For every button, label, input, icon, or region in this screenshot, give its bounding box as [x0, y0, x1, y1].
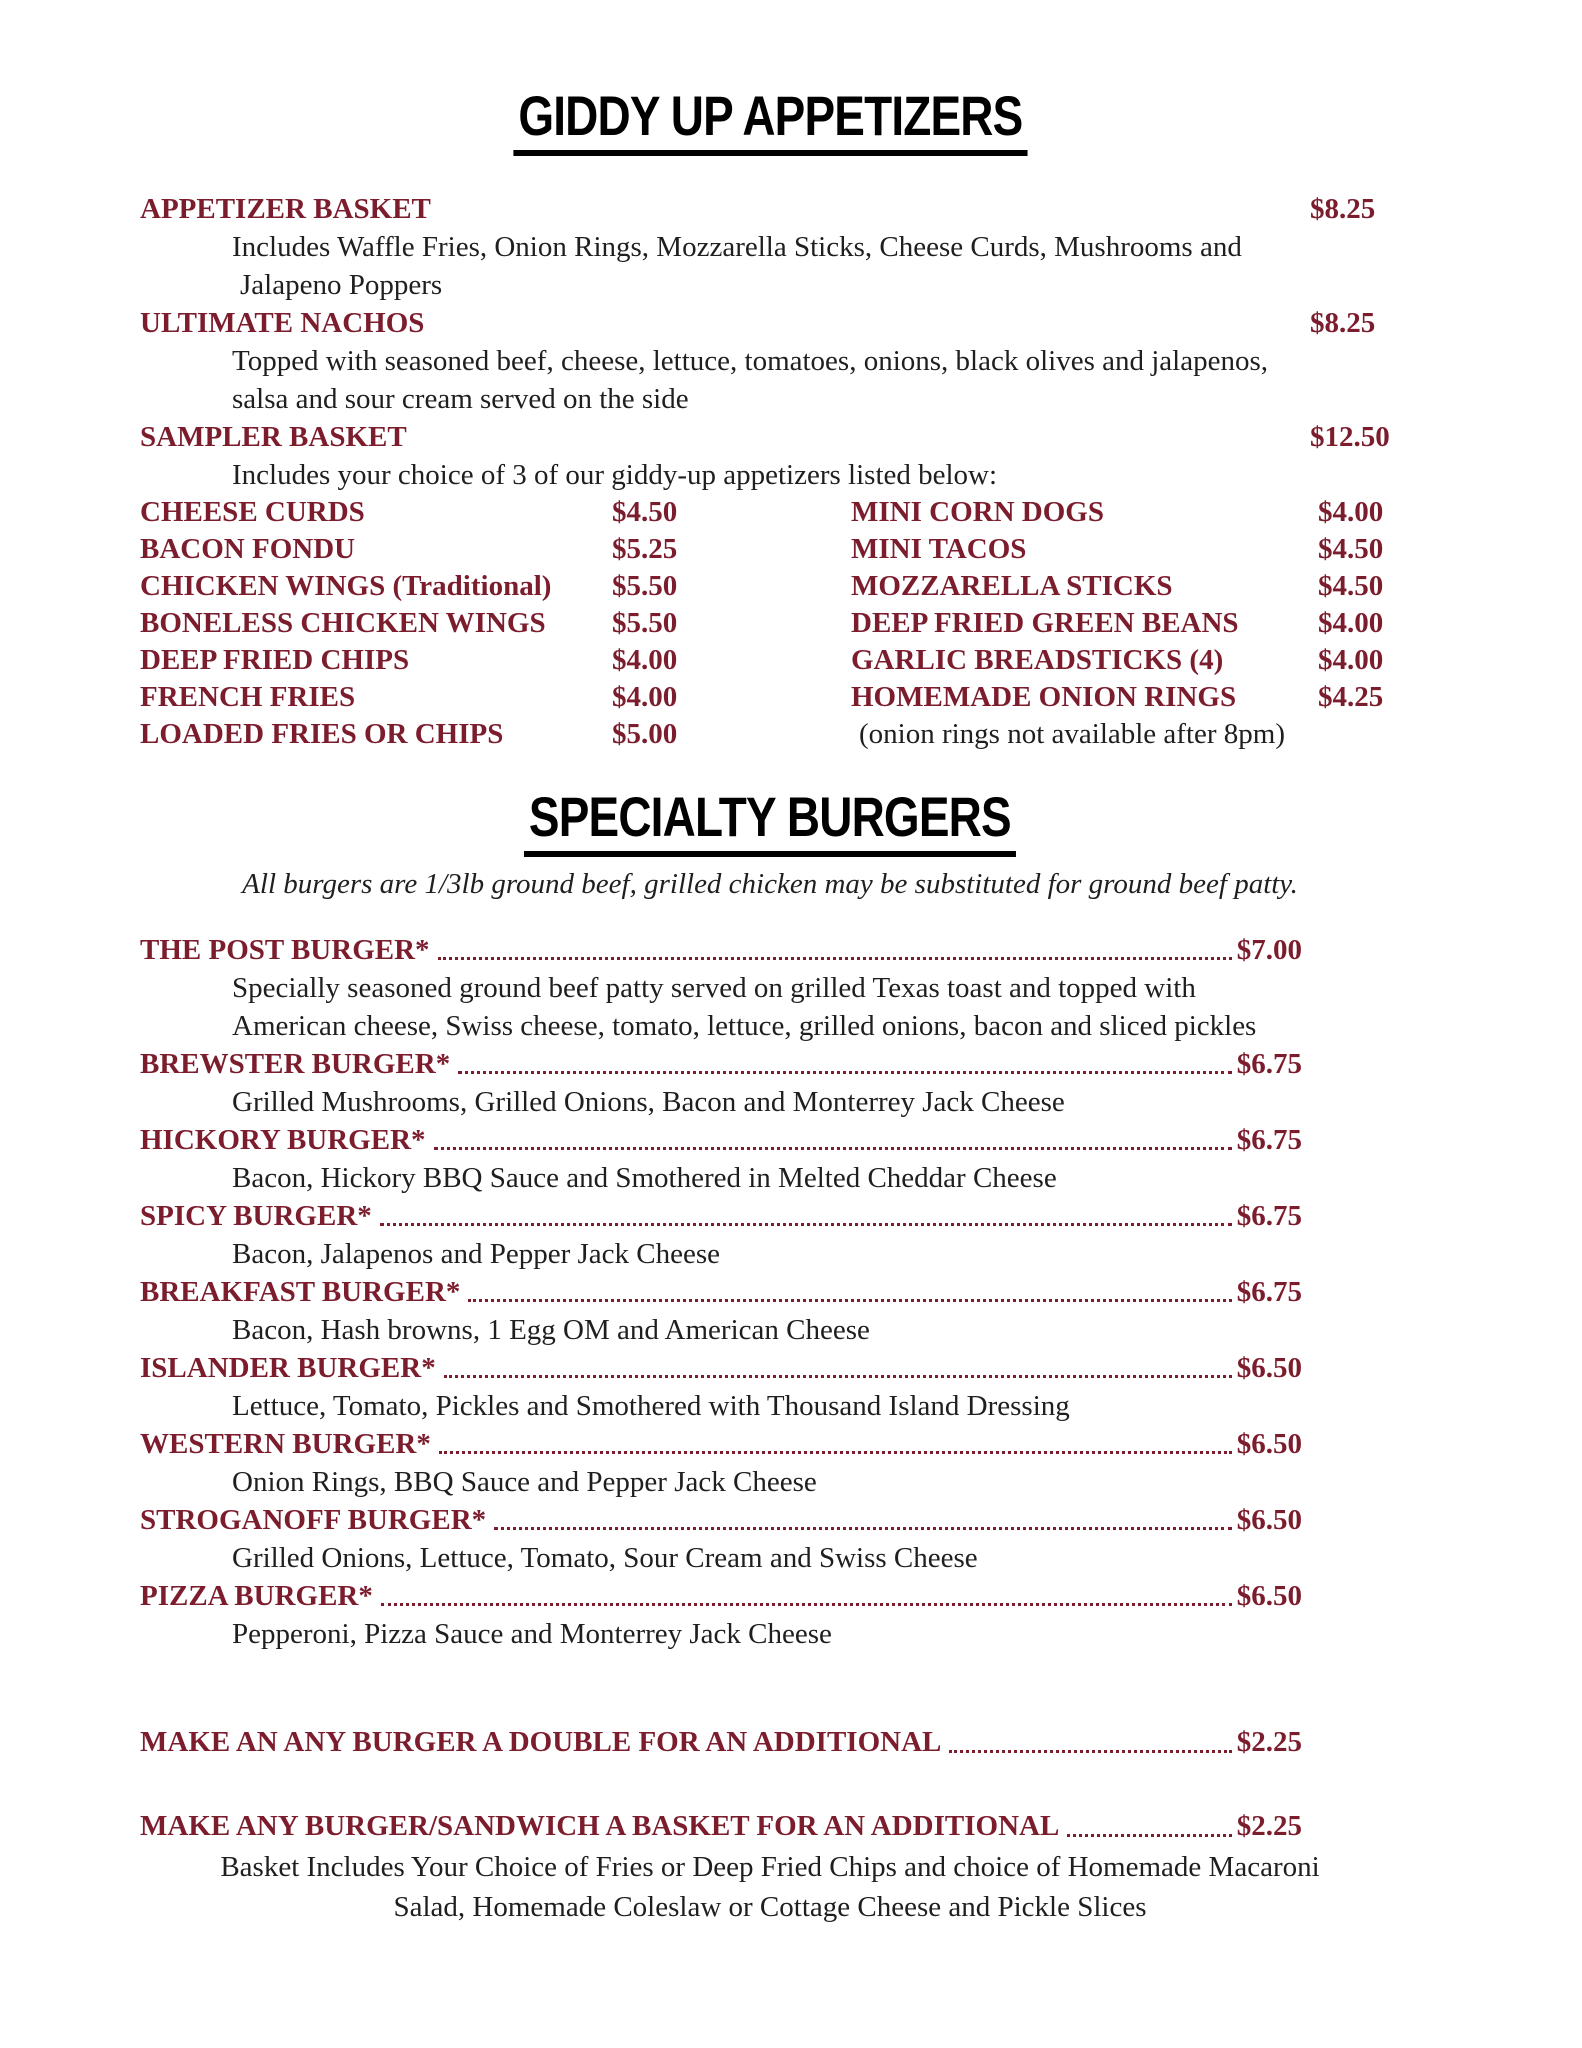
item-name: SAMPLER BASKET [140, 421, 407, 453]
item-price: $8.25 [1310, 307, 1376, 339]
item-desc: Specially seasoned ground beef patty served on grilled Texas toast and topped with [232, 972, 1196, 1004]
item-price: $6.50 [1236, 1580, 1302, 1612]
item-price: $6.50 [1236, 1352, 1302, 1384]
dotted-leader [494, 1527, 1232, 1530]
onion-rings-footnote: (onion rings not available after 8pm) [859, 718, 1286, 750]
addon-price: $2.25 [1236, 1726, 1302, 1758]
item-desc: Topped with seasoned beef, cheese, lettuce, tomatoes, onions, black olives and jalapenos, [232, 345, 1269, 377]
item-name: BONELESS CHICKEN WINGS [140, 607, 546, 639]
item-price: $6.50 [1236, 1428, 1302, 1460]
item-desc: Bacon, Hash browns, 1 Egg OM and American Cheese [232, 1314, 870, 1346]
item-price: $4.00 [1318, 644, 1384, 676]
menu-item-row [140, 190, 1400, 228]
item-price: $7.00 [1236, 934, 1302, 966]
menu-item-row [140, 1121, 1302, 1159]
item-price: $6.50 [1236, 1504, 1302, 1536]
item-price: $4.50 [1318, 533, 1384, 565]
menu-item-row [140, 1045, 1302, 1083]
dotted-leader [458, 1071, 1232, 1074]
dotted-leader [434, 1147, 1232, 1150]
item-price: $8.25 [1310, 193, 1376, 225]
item-name: DEEP FRIED GREEN BEANS [851, 607, 1239, 639]
item-price: $6.75 [1236, 1276, 1302, 1308]
item-price: $5.50 [612, 570, 678, 602]
item-desc: Grilled Mushrooms, Grilled Onions, Bacon and Monterrey Jack Cheese [232, 1086, 1065, 1118]
menu-item-row [140, 1425, 1302, 1463]
item-desc: American cheese, Swiss cheese, tomato, lettuce, grilled onions, bacon and sliced pickles [232, 1010, 1257, 1042]
item-price: $4.50 [612, 496, 678, 528]
item-name: THE POST BURGER* [140, 934, 430, 966]
item-name: BACON FONDU [140, 533, 356, 565]
dotted-leader [380, 1223, 1232, 1226]
item-name: STROGANOFF BURGER* [140, 1504, 487, 1536]
item-desc: Jalapeno Poppers [240, 269, 443, 301]
item-name: DEEP FRIED CHIPS [140, 644, 410, 676]
item-name: GARLIC BREADSTICKS (4) [851, 644, 1224, 676]
dotted-leader [381, 1603, 1232, 1606]
item-price: $4.00 [612, 644, 678, 676]
item-desc: Bacon, Jalapenos and Pepper Jack Cheese [232, 1238, 721, 1270]
burgers-section-title [140, 787, 1400, 857]
item-name: MINI CORN DOGS [851, 496, 1104, 528]
appetizer-mini-grid [140, 494, 1400, 753]
item-desc: Includes Waffle Fries, Onion Rings, Mozzarella Sticks, Cheese Curds, Mushrooms and [232, 231, 1242, 263]
item-desc: Onion Rings, BBQ Sauce and Pepper Jack Cheese [232, 1466, 817, 1498]
addon-label: MAKE AN ANY BURGER A DOUBLE FOR AN ADDITIONAL [140, 1726, 942, 1758]
menu-item-row [140, 1577, 1302, 1615]
menu-item-row [140, 418, 1400, 456]
item-name: CHEESE CURDS [140, 496, 365, 528]
item-name: WESTERN BURGER* [140, 1428, 431, 1460]
item-desc: Grilled Onions, Lettuce, Tomato, Sour Cream and Swiss Cheese [232, 1542, 978, 1574]
dotted-leader [444, 1375, 1232, 1378]
dotted-leader [468, 1299, 1231, 1302]
section-appetizers [140, 190, 1400, 753]
item-price: $5.00 [612, 718, 678, 750]
item-price: $5.25 [612, 533, 678, 565]
basket-note-line: Basket Includes Your Choice of Fries or Deep Fried Chips and choice of Homemade Macaroni [220, 1851, 1320, 1883]
addon-price: $2.25 [1236, 1810, 1302, 1842]
item-name: CHICKEN WINGS (Traditional) [140, 570, 552, 602]
menu-item-row [140, 1349, 1302, 1387]
item-desc: Includes your choice of 3 of our giddy-up appetizers listed below: [232, 459, 998, 491]
addon-row-double [140, 1723, 1302, 1761]
item-price: $6.75 [1236, 1200, 1302, 1232]
burgers-title-text: SPECIALTY BURGERS [524, 787, 1016, 857]
menu-content [140, 0, 1400, 1927]
basket-note-line: Salad, Homemade Coleslaw or Cottage Cheese and Pickle Slices [393, 1891, 1147, 1923]
dotted-leader [949, 1750, 1231, 1753]
item-price: $4.00 [1318, 607, 1384, 639]
item-price: $4.25 [1318, 681, 1384, 713]
item-desc: salsa and sour cream served on the side [232, 383, 689, 415]
section-burgers [140, 931, 1400, 1927]
item-desc: Pepperoni, Pizza Sauce and Monterrey Jack Cheese [232, 1618, 832, 1650]
item-name: MOZZARELLA STICKS [851, 570, 1173, 602]
item-desc: Lettuce, Tomato, Pickles and Smothered with Thousand Island Dressing [232, 1390, 1070, 1422]
item-price: $6.75 [1236, 1048, 1302, 1080]
menu-item-row [140, 1273, 1302, 1311]
dotted-leader [438, 957, 1232, 960]
item-price: $5.50 [612, 607, 678, 639]
dotted-leader [1067, 1834, 1231, 1837]
item-name: MINI TACOS [851, 533, 1027, 565]
item-price: $6.75 [1236, 1124, 1302, 1156]
item-name: HOMEMADE ONION RINGS [851, 681, 1237, 713]
item-name: LOADED FRIES OR CHIPS [140, 718, 504, 750]
dotted-leader [439, 1451, 1232, 1454]
item-name: FRENCH FRIES [140, 681, 356, 713]
item-desc: Bacon, Hickory BBQ Sauce and Smothered in Melted Cheddar Cheese [232, 1162, 1057, 1194]
burgers-substitution-note: All burgers are 1/3lb ground beef, grilled chicken may be substituted for ground beef patty. [242, 868, 1298, 900]
menu-item-row [140, 1197, 1302, 1235]
item-name: SPICY BURGER* [140, 1200, 372, 1232]
appetizers-title-text: GIDDY UP APPETIZERS [513, 86, 1027, 156]
item-name: HICKORY BURGER* [140, 1124, 426, 1156]
item-price: $4.00 [1318, 496, 1384, 528]
item-price: $12.50 [1310, 421, 1390, 453]
menu-item-row [140, 1501, 1302, 1539]
item-name: APPETIZER BASKET [140, 193, 431, 225]
item-price: $4.00 [612, 681, 678, 713]
item-name: BREAKFAST BURGER* [140, 1276, 461, 1308]
menu-item-row [140, 304, 1400, 342]
menu-item-row [140, 931, 1302, 969]
item-name: ISLANDER BURGER* [140, 1352, 436, 1384]
item-name: ULTIMATE NACHOS [140, 307, 425, 339]
item-name: PIZZA BURGER* [140, 1580, 373, 1612]
appetizers-section-title [140, 86, 1400, 156]
item-name: BREWSTER BURGER* [140, 1048, 451, 1080]
basket-note [140, 1847, 1400, 1927]
item-price: $4.50 [1318, 570, 1384, 602]
addon-row-basket [140, 1807, 1302, 1845]
addon-label: MAKE ANY BURGER/SANDWICH A BASKET FOR AN ADDITIONAL [140, 1810, 1060, 1842]
